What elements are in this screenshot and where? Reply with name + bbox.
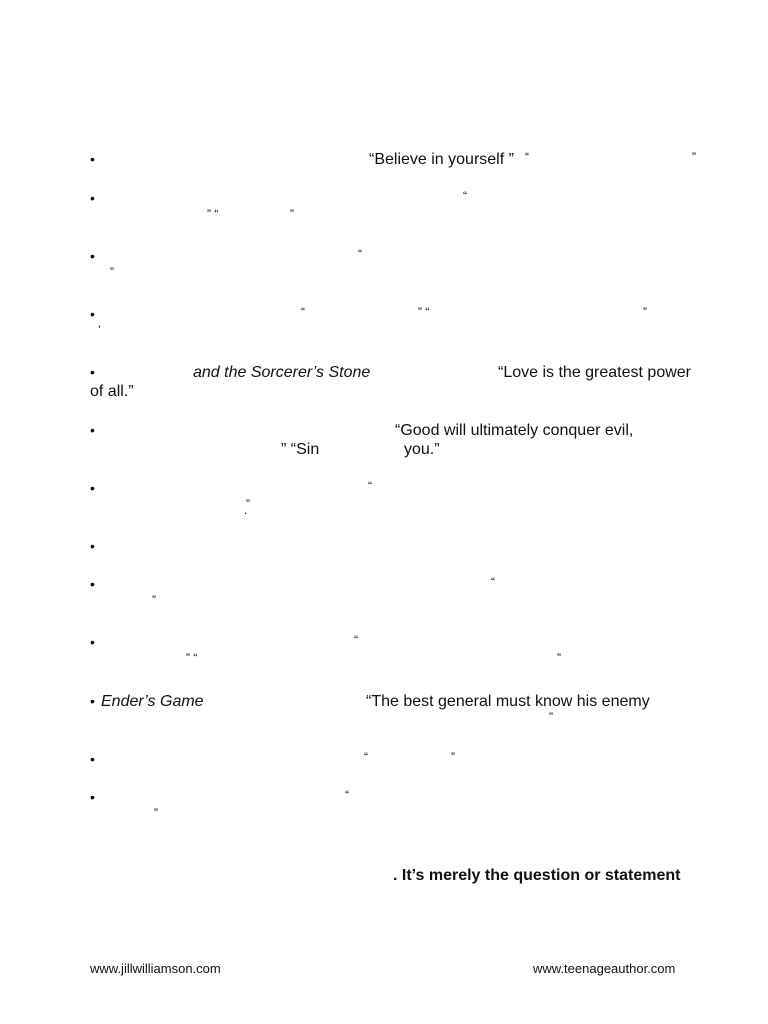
item1-mark-open: “ — [525, 150, 529, 164]
bullet-9: • — [90, 576, 95, 592]
item9-mark-close: ” — [152, 593, 156, 607]
item12-mark-open: “ — [364, 750, 368, 764]
item10-mark-mid: ” “ — [186, 651, 198, 665]
item7-period: . — [244, 503, 248, 517]
bullet-2: • — [90, 190, 95, 206]
bullet-7: • — [90, 480, 95, 496]
item13-mark-close: ” — [154, 806, 158, 820]
bullet-6: • — [90, 422, 95, 438]
item4-mark-close: ” — [643, 305, 647, 319]
item6-quote-line2a: ” “Sin — [281, 441, 320, 458]
item12-mark-close: ” — [451, 750, 455, 764]
bullet-10: • — [90, 634, 95, 650]
item4-mark-apostrophe: ’ — [98, 323, 101, 337]
item11-mark-close: ” — [549, 710, 553, 724]
item3-mark-close: ” — [110, 265, 114, 279]
item4-mark-mid: ” “ — [418, 305, 430, 319]
item3-mark-open: “ — [358, 247, 362, 261]
item11-quote-line1: “The best general must know his enemy — [366, 693, 650, 710]
bullet-1: • — [90, 151, 95, 167]
item10-mark-open: “ — [354, 633, 358, 647]
item11-book-title: Ender’s Game — [101, 693, 204, 710]
bullet-4: • — [90, 306, 95, 322]
item7-mark-open: “ — [368, 479, 372, 493]
bullet-12: • — [90, 751, 95, 767]
item4-mark-open: “ — [301, 305, 305, 319]
item2-mark-open: “ — [463, 189, 467, 203]
item6-quote-line1: “Good will ultimately conquer evil, — [395, 422, 634, 439]
bullet-5: • — [90, 364, 95, 380]
bullet-8: • — [90, 538, 95, 554]
item10-mark-close: ” — [557, 651, 561, 665]
item2-mark-mid: ” “ — [207, 207, 219, 221]
item2-mark-close: ” — [290, 207, 294, 221]
item9-mark-open: “ — [491, 575, 495, 589]
item5-quote-line2: of all.” — [90, 383, 134, 400]
bullet-13: • — [90, 789, 95, 805]
item6-quote-line2b: you.” — [404, 441, 440, 458]
item1-quote: “Believe in yourself ” — [369, 151, 514, 168]
item1-mark-close: ” — [692, 150, 696, 164]
item7-mark-close: ” — [246, 497, 250, 511]
footer-left-url[interactable]: www.jillwilliamson.com — [90, 961, 221, 976]
bullet-3: • — [90, 248, 95, 264]
item13-mark-open: “ — [345, 788, 349, 802]
bullet-11: • — [90, 693, 95, 709]
footer-right-url[interactable]: www.teenageauthor.com — [533, 961, 676, 976]
item5-book-title: and the Sorcerer’s Stone — [193, 364, 371, 381]
closing-statement: . It’s merely the question or statement — [393, 867, 681, 884]
item5-quote-line1: “Love is the greatest power — [498, 364, 691, 381]
